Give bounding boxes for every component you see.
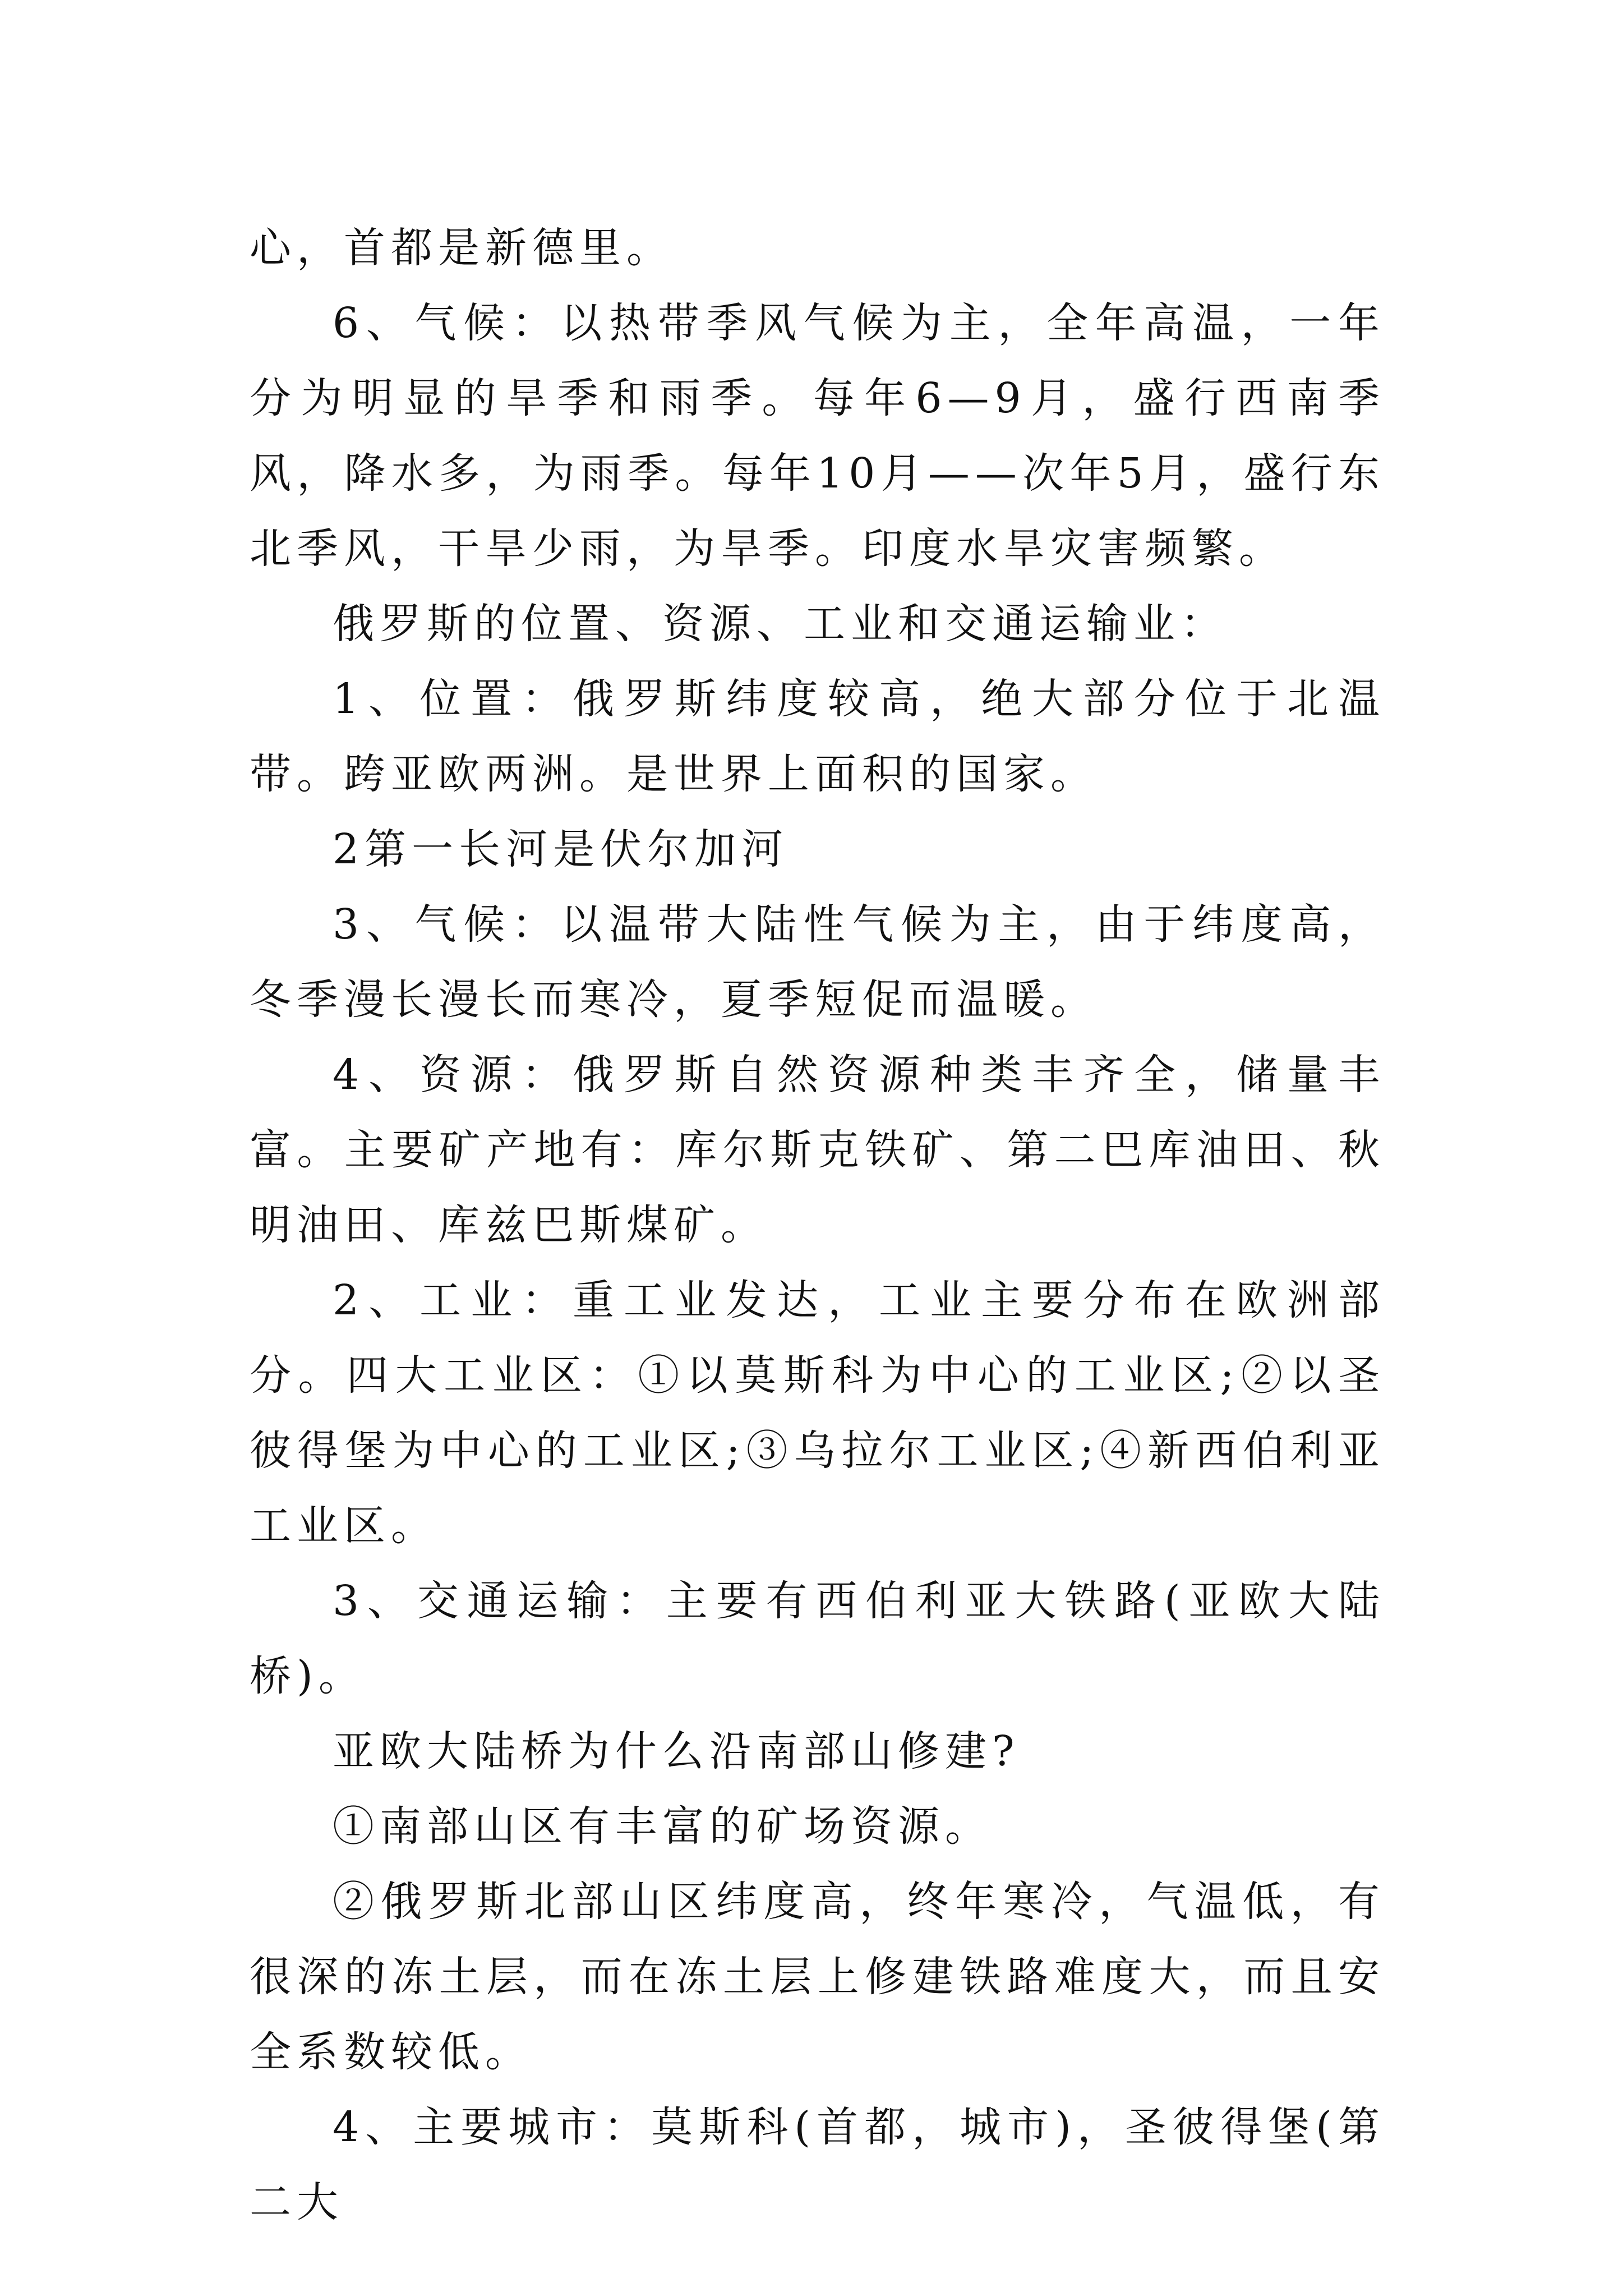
paragraph-8: 2、工业：重工业发达，工业主要分布在欧洲部分。四大工业区：①以莫斯科为中心的工业区;②以圣彼得堡为中心的工业区;③乌拉尔工业区;④新西伯利亚工业区。 (250, 1276, 1385, 1550)
paragraph-10: 亚欧大陆桥为什么沿南部山修建? (333, 1727, 1020, 1775)
paragraph-12: ②俄罗斯北部山区纬度高，终年寒冷，气温低，有很深的冻土层，而在冻土层上修建铁路难度大，而且安全系数较低。 (250, 1878, 1385, 2076)
paragraph-9: 3、交通运输：主要有西伯利亚大铁路(亚欧大陆桥)。 (250, 1577, 1385, 1700)
paragraph-4: 1、位置：俄罗斯纬度较高，绝大部分位于北温带。跨亚欧两洲。是世界上面积的国家。 (250, 675, 1385, 798)
paragraph-13: 4、主要城市：莫斯科(首都，城市)，圣彼得堡(第二大 (250, 2103, 1385, 2226)
paragraph-3: 俄罗斯的位置、资源、工业和交通运输业： (333, 600, 1228, 648)
paragraph-6: 3、气候：以温带大陆性气候为主，由于纬度高，冬季漫长漫长而寒冷，夏季短促而温暖。 (250, 900, 1385, 1024)
paragraph-2: 6、气候：以热带季风气候为主，全年高温，一年分为明显的旱季和雨季。每年6—9月，盛行西南季风，降水多，为雨季。每年10月——次年5月，盛行东北季风，干旱少雨，为旱季。印度水旱灾害频繁。 (250, 299, 1385, 573)
paragraph-5: 2第一长河是伏尔加河 (333, 825, 789, 873)
paragraph-1: 心，首都是新德里。 (250, 224, 674, 272)
paragraph-7: 4、资源：俄罗斯自然资源种类丰齐全，储量丰富。主要矿产地有：库尔斯克铁矿、第二巴库油田、秋明油田、库兹巴斯煤矿。 (250, 1051, 1385, 1249)
document-body (250, 210, 1385, 2240)
paragraph-11: ①南部山区有丰富的矿场资源。 (333, 1802, 992, 1851)
